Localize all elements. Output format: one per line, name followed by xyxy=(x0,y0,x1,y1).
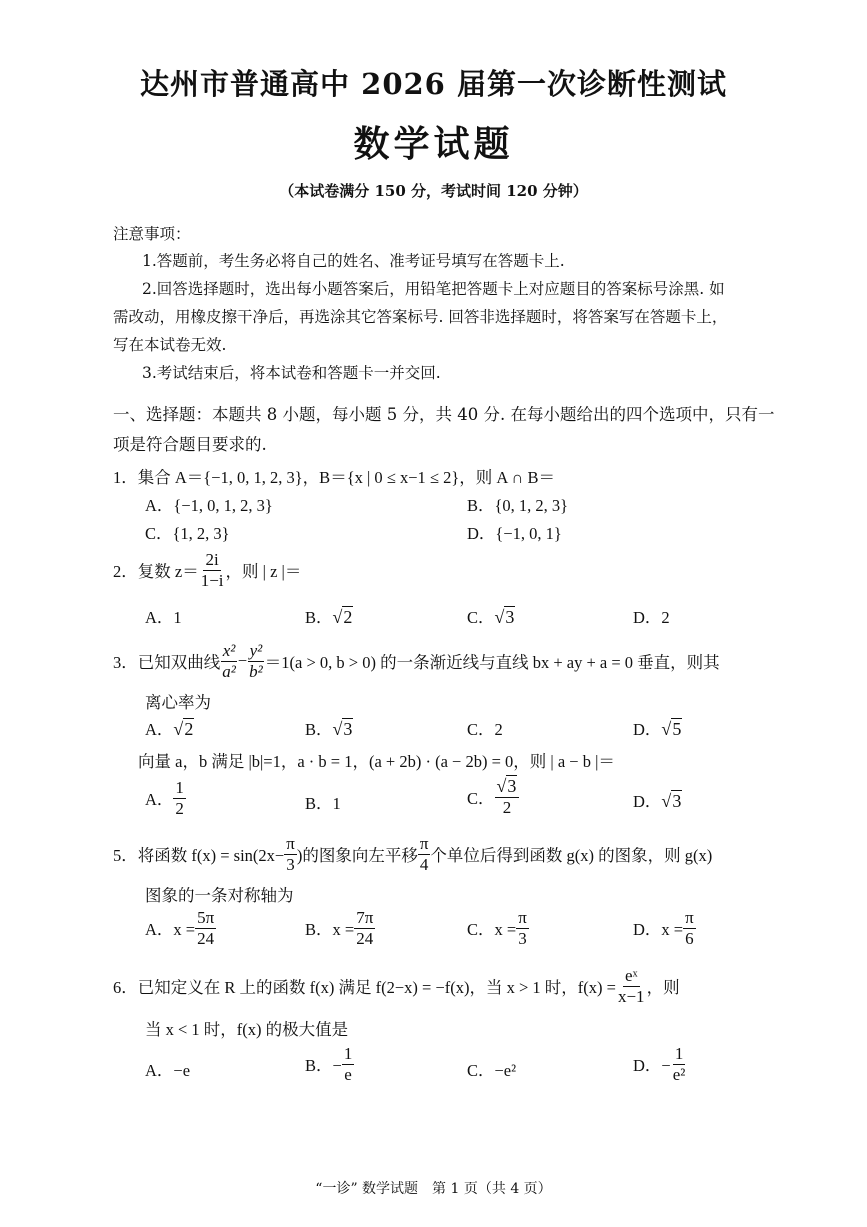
minus-sign: − xyxy=(237,651,248,671)
option-fraction xyxy=(354,908,375,948)
question-3-fraction-y xyxy=(247,641,265,681)
fraction-numerator: 2i xyxy=(205,550,219,569)
question-6-option-c: C．−e² xyxy=(467,1061,517,1080)
option-label: D． xyxy=(633,792,662,811)
fraction-numerator: y² xyxy=(249,641,263,660)
fraction-numerator: 1 xyxy=(175,778,184,797)
fraction-numerator: π xyxy=(685,908,694,927)
subject-title: 数学试题 xyxy=(353,123,514,165)
note-item-3: 3.考试结束后，将本试卷和答题卡一并交回. xyxy=(142,364,441,382)
option-label: D．x = xyxy=(633,920,684,940)
question-5-option-a xyxy=(145,908,216,948)
fraction-numerator: 5π xyxy=(197,908,215,927)
option-label: D． xyxy=(633,720,662,739)
question-3-option-b xyxy=(305,716,353,740)
question-3-prefix: 3．已知双曲线 xyxy=(113,653,221,673)
fraction-denominator: b² xyxy=(249,661,263,681)
sqrt-3: √3 xyxy=(332,719,353,739)
question-5-prefix: 5．将函数 f(x) = sin(2x− xyxy=(113,846,285,866)
question-3-option-c: C．2 xyxy=(467,720,503,739)
section-1-heading-line-2: 项是符合题目要求的. xyxy=(113,435,267,454)
question-2-fraction xyxy=(199,550,226,590)
fraction-denominator: a² xyxy=(222,661,236,681)
option-fraction xyxy=(342,1044,355,1084)
question-5-mid: )的图象向左平移 xyxy=(296,846,418,866)
fraction-denominator: 6 xyxy=(685,928,694,948)
question-6-option-d xyxy=(633,1044,687,1084)
radicand: 3 xyxy=(505,607,515,627)
question-5-stem xyxy=(113,834,712,874)
radicand: 5 xyxy=(672,719,682,739)
fraction-denominator: 24 xyxy=(356,928,374,948)
fraction-denominator: 24 xyxy=(197,928,215,948)
fraction-denominator: 3 xyxy=(286,854,295,874)
question-2-option-a: A．1 xyxy=(145,608,182,627)
fraction-numerator xyxy=(495,776,520,798)
fraction-numerator: 1 xyxy=(674,1044,684,1063)
question-6-line-2: 当 x < 1 时，f(x) 的极大值是 xyxy=(145,1020,349,1039)
option-fraction xyxy=(516,908,529,948)
sqrt-2: √2 xyxy=(332,607,353,627)
sqrt-2: √2 xyxy=(173,719,194,739)
fraction-numerator: 7π xyxy=(356,908,374,927)
fraction-denominator: 2 xyxy=(175,798,184,818)
fraction-sqrt3-over-2 xyxy=(495,776,520,817)
sqrt-5: √5 xyxy=(661,719,682,739)
question-3-mid: ＝1(a > 0, b > 0) 的一条渐近线与直线 bx + ay + a = 0 垂直，则其 xyxy=(264,653,720,673)
note-item-2-line-1: 2.回答选择题时，选出每小题答案后，用铅笔把答题卡上对应题目的答案标号涂黑. 如 xyxy=(142,280,725,298)
question-1-stem: 1．集合 A＝{−1, 0, 1, 2, 3}，B＝{x | 0 ≤ x−1 ≤ 2}，则 A ∩ B＝ xyxy=(113,468,556,487)
option-label: A． xyxy=(145,790,174,810)
radicand: 3 xyxy=(343,719,353,739)
option-label: A． xyxy=(145,720,174,739)
exam-meta: （本试卷满分 150 分，考试时间 120 分钟） xyxy=(279,182,588,200)
section-1-heading-line-1: 一、选择题：本题共 8 小题，每小题 5 分，共 40 分. 在每小题给出的四个选项中，只有一 xyxy=(113,405,775,424)
option-label: A．x = xyxy=(145,920,196,940)
option-label: B．− xyxy=(305,1056,342,1076)
fraction-pi-over-4 xyxy=(418,834,431,874)
fraction-numerator: eˣ xyxy=(625,966,638,985)
option-label: C．x = xyxy=(467,920,517,940)
option-fraction xyxy=(671,1044,688,1084)
fraction-denominator: e² xyxy=(672,1064,686,1084)
question-6-option-a: A．−e xyxy=(145,1061,191,1080)
radicand: 2 xyxy=(343,607,353,627)
option-label: B． xyxy=(305,608,333,627)
question-5-suffix: 个单位后得到函数 g(x) 的图象，则 g(x) xyxy=(430,846,713,866)
notes-heading: 注意事项： xyxy=(113,225,191,243)
question-3-stem xyxy=(113,641,720,681)
question-6-prefix: 6．已知定义在 R 上的函数 f(x) 满足 f(2−x) = −f(x)，当 x > 1 时，f(x) = xyxy=(113,978,616,998)
fraction-numerator: π xyxy=(419,834,429,853)
question-4-option-d xyxy=(633,788,682,812)
note-item-1: 1.答题前，考生务必将自己的姓名、准考证号填写在答题卡上. xyxy=(142,252,565,270)
question-2-option-d: D．2 xyxy=(633,608,670,627)
question-5-line-2: 图象的一条对称轴为 xyxy=(145,886,294,905)
fraction-numerator: x² xyxy=(222,641,236,660)
question-5-option-b xyxy=(305,908,375,948)
question-2-prefix: 2．复数 z＝ xyxy=(113,562,199,582)
question-3-option-d xyxy=(633,716,682,740)
fraction-numerator: 1 xyxy=(343,1044,353,1063)
question-1-option-b: B．{0, 1, 2, 3} xyxy=(467,496,569,515)
page-footer: “一诊” 数学试题 第 1 页（共 4 页） xyxy=(315,1181,552,1197)
fraction-numerator: π xyxy=(518,908,527,927)
sqrt-3: √3 xyxy=(494,607,515,627)
exam-title: 达州市普通高中 2026 届第一次诊断性测试 xyxy=(140,67,727,101)
question-3-line-2: 离心率为 xyxy=(145,693,211,712)
sqrt-3: √3 xyxy=(661,791,682,811)
note-item-2-line-2: 需改动，用橡皮擦干净后，再选涂其它答案标号. 回答非选择题时，将答案写在答题卡上， xyxy=(113,308,728,326)
fraction-denominator: 1−i xyxy=(200,570,224,590)
option-fraction xyxy=(195,908,216,948)
question-4-stem: 向量 a，b 满足 |b|=1，a · b = 1，(a + 2b) · (a − 2b) = 0，则 | a − b |＝ xyxy=(138,752,615,771)
fraction-pi-over-3 xyxy=(284,834,297,874)
option-label: D．− xyxy=(633,1056,671,1076)
option-label: B．x = xyxy=(305,920,355,940)
fraction-denominator: e xyxy=(344,1064,352,1084)
option-label: B． xyxy=(305,720,333,739)
question-3-option-a xyxy=(145,716,194,740)
question-5-option-c xyxy=(467,908,529,948)
fraction-ex-over-x-minus-1 xyxy=(616,966,647,1006)
radicand: 2 xyxy=(184,719,194,739)
question-4-option-a xyxy=(145,778,186,818)
fraction-one-half xyxy=(173,778,186,818)
note-item-2-line-3: 写在本试卷无效. xyxy=(113,336,227,354)
question-4-option-c xyxy=(467,776,519,817)
sqrt-3: √3 xyxy=(496,776,517,796)
question-6-stem xyxy=(113,966,680,1006)
question-2-suffix: ，则 | z |＝ xyxy=(225,562,302,582)
question-1-option-c: C．{1, 2, 3} xyxy=(145,524,230,543)
question-1-option-d: D．{−1, 0, 1} xyxy=(467,524,562,543)
fraction-denominator: 4 xyxy=(419,854,429,874)
question-6-suffix: ，则 xyxy=(646,978,680,998)
question-2-option-c xyxy=(467,604,515,628)
question-2-stem xyxy=(113,550,301,590)
fraction-denominator: 3 xyxy=(518,928,527,948)
fraction-denominator: x−1 xyxy=(617,986,645,1006)
question-2-option-b xyxy=(305,604,353,628)
question-1-option-a: A．{−1, 0, 1, 2, 3} xyxy=(145,496,273,515)
radicand: 3 xyxy=(507,776,517,796)
question-5-option-d xyxy=(633,908,696,948)
fraction-denominator: 2 xyxy=(502,797,512,817)
question-4-option-b: B．1 xyxy=(305,794,341,813)
question-3-fraction-x xyxy=(220,641,238,681)
option-label: C． xyxy=(467,608,495,627)
option-label: C． xyxy=(467,788,495,808)
radicand: 3 xyxy=(672,791,682,811)
option-fraction xyxy=(683,908,696,948)
question-6-option-b xyxy=(305,1044,354,1084)
fraction-numerator: π xyxy=(286,834,295,853)
